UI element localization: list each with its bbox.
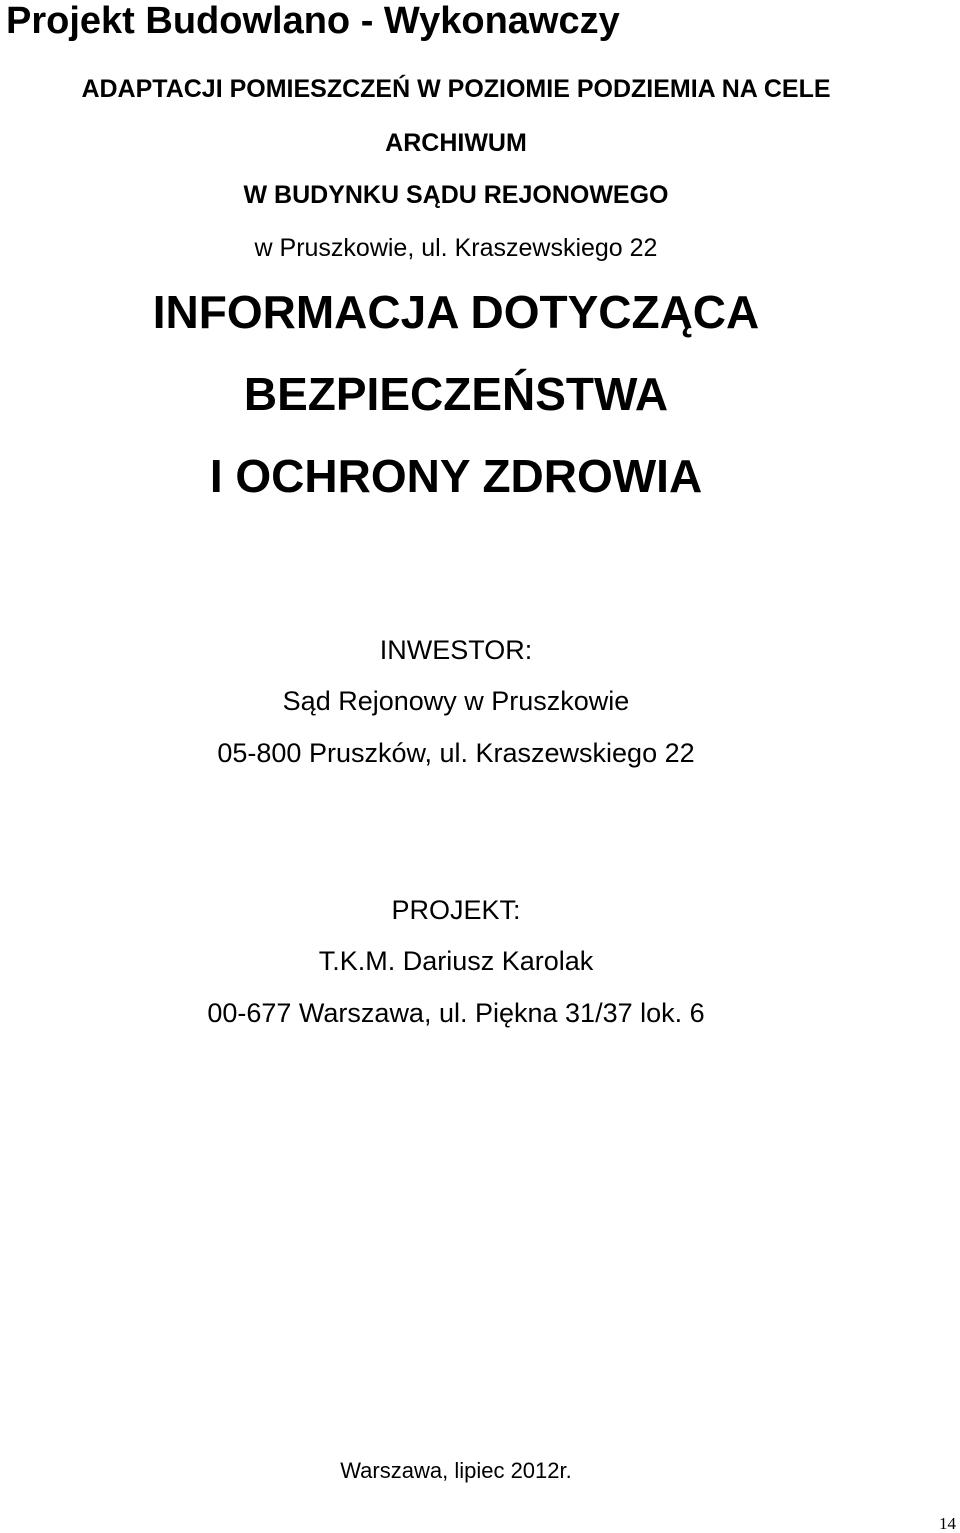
project-address: 00-677 Warszawa, ul. Piękna 31/37 lok. 6 <box>207 998 705 1028</box>
main-title-line-3: I OCHRONY ZDROWIA <box>209 450 703 502</box>
investor-label: INWESTOR: <box>379 635 533 665</box>
main-title-line-1: INFORMACJA DOTYCZĄCA <box>152 286 760 338</box>
subtitle-line-1: ADAPTACJI POMIESZCZEŃ W POZIOMIE PODZIEMIA NA CELE <box>81 75 831 103</box>
subtitle-line-2: ARCHIWUM <box>385 129 527 157</box>
place-date: Warszawa, lipiec 2012r. <box>340 1458 572 1483</box>
main-title-line-2: BEZPIECZEŃSTWA <box>243 368 669 420</box>
investor-name: Sąd Rejonowy w Pruszkowie <box>282 686 630 716</box>
page-number: 14 <box>939 1514 956 1533</box>
project-label: PROJEKT: <box>391 895 521 925</box>
project-name: T.K.M. Dariusz Karolak <box>318 946 594 976</box>
document-title: Projekt Budowlano - Wykonawczy <box>6 0 620 42</box>
investor-address: 05-800 Pruszków, ul. Kraszewskiego 22 <box>217 738 695 768</box>
subtitle-line-3: W BUDYNKU SĄDU REJONOWEGO <box>243 181 669 209</box>
location-line: w Pruszkowie, ul. Kraszewskiego 22 <box>254 234 658 262</box>
